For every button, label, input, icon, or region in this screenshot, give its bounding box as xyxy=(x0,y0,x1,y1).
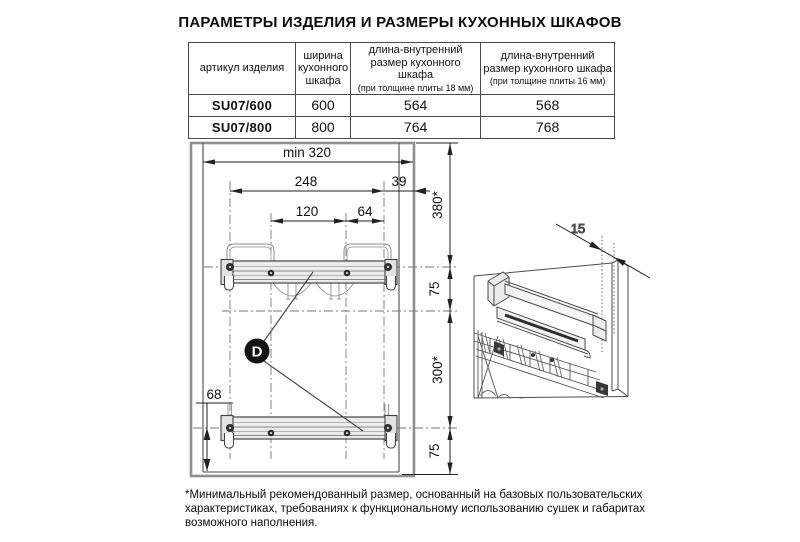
col-header-len18-note: (при толщине плиты 18 мм) xyxy=(357,82,474,93)
cell-len18: 564 xyxy=(351,94,481,116)
footnote xyxy=(185,488,655,530)
col-header-len16-main: длина-внутренний размер кухонного шкафа xyxy=(483,50,612,75)
dim-300-label: 300* xyxy=(430,356,445,384)
table-row xyxy=(189,94,615,116)
dim-120-label: 120 xyxy=(295,204,319,219)
detail-3d-view xyxy=(474,221,650,404)
product-spec-table xyxy=(188,42,615,139)
cell-len16: 768 xyxy=(481,116,615,138)
col-header-len16 xyxy=(481,43,615,95)
top-mounting-rail xyxy=(221,244,397,299)
col-header-len18-main: длина-внутренний размер кухонного шкафа xyxy=(368,44,463,81)
detail-rail-bracket xyxy=(488,272,606,358)
dim-64-label: 64 xyxy=(357,204,373,219)
technical-drawing xyxy=(185,135,660,490)
footnote-line: *Минимальный рекомендованный размер, основанный на базовых пользовательских xyxy=(185,489,643,501)
footnote-line: характеристиках, требованиях к функциональному использованию сушек и габаритах xyxy=(185,503,645,515)
cell-len16: 568 xyxy=(481,94,615,116)
dim-248-label: 248 xyxy=(294,174,318,189)
dim-68-label: 68 xyxy=(206,387,222,402)
col-header-len16-note: (при толщине плиты 16 мм) xyxy=(489,76,606,87)
cell-article: SU07/600 xyxy=(189,94,296,116)
cell-width: 800 xyxy=(296,116,351,138)
footnote-line: возможного наполнения. xyxy=(185,517,318,529)
cell-len18: 764 xyxy=(351,116,481,138)
dim-min-width-label: min 320 xyxy=(282,145,332,160)
drawing-svg xyxy=(185,135,660,485)
dim-75-top-label: 75 xyxy=(427,281,442,297)
dim-380-label: 380* xyxy=(430,191,445,219)
col-header-article: артикул изделия xyxy=(189,43,296,95)
detail-dish-rack xyxy=(474,330,608,404)
table-header-row xyxy=(189,43,615,95)
detail-badge-letter: D xyxy=(251,343,263,361)
cabinet-front-view xyxy=(191,143,458,476)
dim-39-label: 39 xyxy=(391,174,407,189)
dim-75-bottom-label: 75 xyxy=(427,443,442,459)
col-header-width: ширина кухонного шкафа xyxy=(296,43,351,95)
col-header-len18 xyxy=(351,43,481,95)
cell-width: 600 xyxy=(296,94,351,116)
dim-15-label: 15 xyxy=(570,221,586,236)
bottom-mounting-rail xyxy=(221,404,397,448)
page-title: ПАРАМЕТРЫ ИЗДЕЛИЯ И РАЗМЕРЫ КУХОННЫХ ШКАФОВ xyxy=(178,14,622,31)
cell-article: SU07/800 xyxy=(189,116,296,138)
